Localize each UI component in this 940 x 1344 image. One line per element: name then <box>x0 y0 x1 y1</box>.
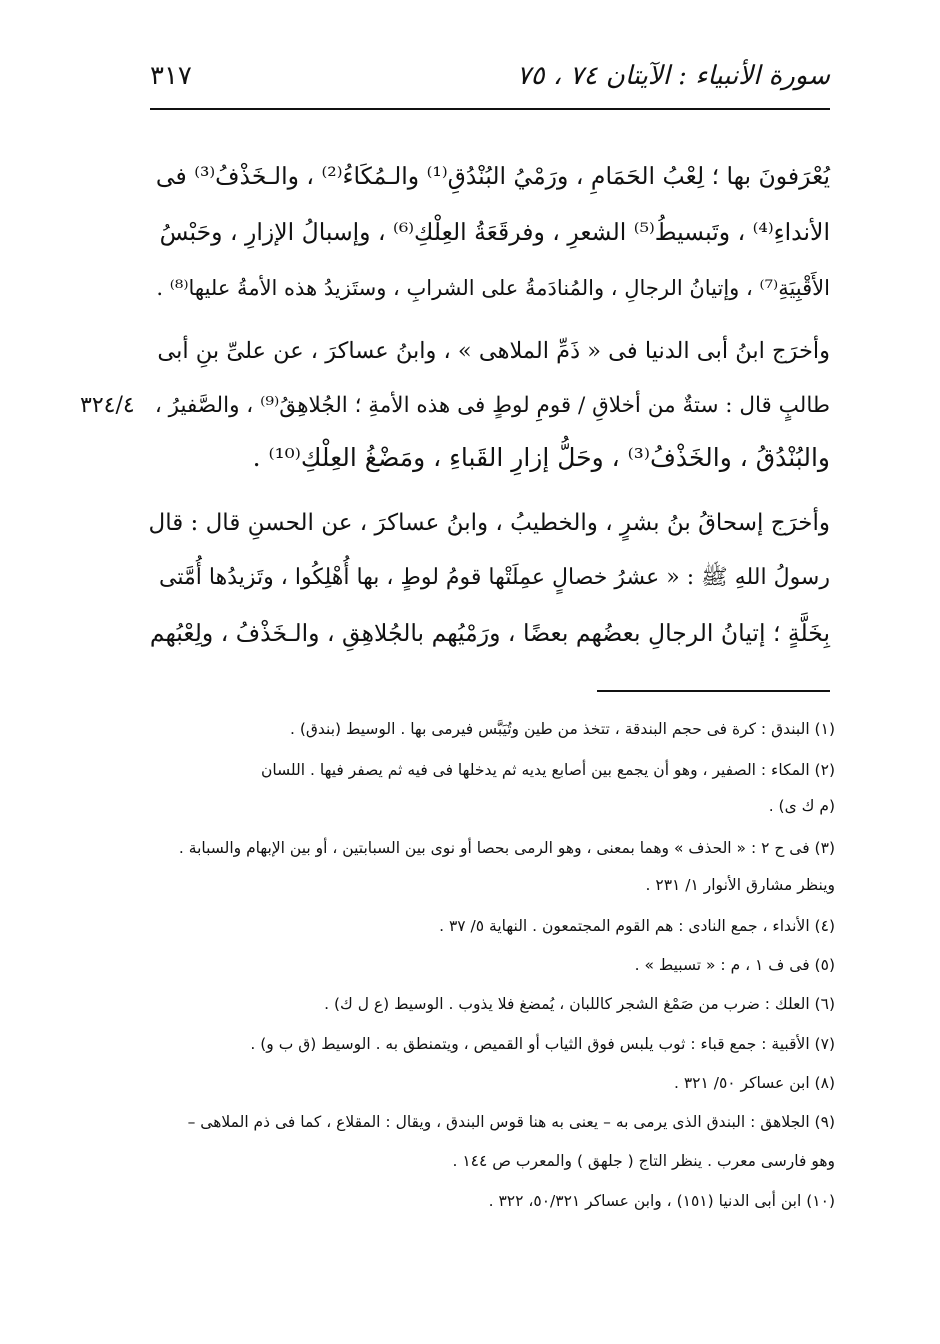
footnote-line-6: (٤) الأنداء ، جمع النادى : هم القوم المجتمعون . النهاية ٥/ ٣٧ . <box>439 917 835 935</box>
body-line-1: يُعْرَفونَ بها ؛ لِعْبُ الحَمَامِ ، ورَمْيُ البُنْدُقِ⁽¹⁾ والـمُكَاءُ⁽²⁾ ، والـخَذْفُ⁽³⁾ فى <box>155 162 830 190</box>
body-line-8: رسولُ اللهِ ﷺ : « عشرُ خصالٍ عمِلَتْها قومُ لوطٍ ، بها أُهْلِكُوا ، وتَزيدُها أُمَّتى <box>159 565 830 590</box>
margin-reference: ٣٢٤/٤ <box>80 393 135 418</box>
body-line-7: وأخرَج إسحاقُ بنُ بشرٍ ، والخطيبُ ، وابنُ عساكرَ ، عن الحسنِ قال : قال <box>148 510 830 536</box>
header-rule <box>150 108 830 110</box>
footnote-line-4: (٣) فى ح ٢ : « الحذف » وهما بمعنى ، وهو الرمى بحصا أو نوى بين السبابتين ، أو بين الإبهام والسبابة . <box>178 839 835 857</box>
running-title: سورة الأنبياء : الآيتان ٧٤ ، ٧٥ <box>516 61 830 91</box>
page-header <box>150 55 830 107</box>
body-line-2: الأنداءِ⁽⁴⁾ ، وتَبسيطُ⁽⁵⁾ الشعرِ ، وفرقَعَةُ العِلْكِ⁽⁶⁾ ، وإسبالُ الإزارِ ، وحَبْسُ <box>159 218 830 246</box>
footnote-line-12: وهو فارسى معرب . ينظر التاج ( جلهق ) والمعرب ص ١٤٤ . <box>452 1152 835 1170</box>
footnote-line-7: (٥) فى ف ١ ، م : « تسبيط » . <box>634 956 835 974</box>
footnote-line-9: (٧) الأقبية : جمع قباء : ثوب يلبس فوق الثياب أو القميص ، ويتمنطق به . الوسيط (ق ب و) . <box>250 1035 835 1053</box>
body-line-5: طالبٍ قال : ستةٌ من أخلاقِ / قومِ لوطٍ فى هذه الأمةِ ؛ الجُلاهِقُ⁽⁹⁾ ، والصَّفيرُ ، <box>154 393 830 418</box>
footnote-line-11: (٩) الجلاهق : البندق الذى يرمى به – يعنى به هنا قوس البندق ، ويقال : المقلاع ، كما فى ذم الملاهى – <box>187 1113 835 1131</box>
footnote-line-10: (٨) ابن عساكر ٥٠/ ٣٢١ . <box>673 1074 835 1092</box>
body-line-4: وأخرَج ابنُ أبى الدنيا فى « ذَمِّ الملاهى » ، وابنُ عساكرَ ، عن علىِّ بنِ أبى <box>157 338 830 364</box>
footnote-line-13: (١٠) ابن أبى الدنيا (١٥١) ، وابن عساكر ٥٠/٣٢١، ٣٢٢ . <box>488 1192 835 1210</box>
footnote-line-3: (م ك ى) . <box>768 797 835 815</box>
body-line-6: والبُنْدُقُ ، والخَذْفُ⁽³⁾ ، وحَلُّ إزارِ القَباءِ ، ومَضْغُ العِلْكِ⁽¹⁰⁾ . <box>252 443 830 472</box>
body-line-9: بِخَلَّةٍ ؛ إتيانُ الرجالِ بعضُهم بعضًا ، ورَمْيُهم بالجُلاهِقِ ، والـخَذْفُ ، ولِعْبُهم <box>149 619 830 647</box>
footnote-line-2: (٢) المكاء : الصفير ، وهو أن يجمع بين أصابع يديه ثم يدخلها فى فيه ثم يصفر فيها . اللسان <box>260 761 835 779</box>
page-number: ٣١٧ <box>150 61 192 91</box>
footnote-line-8: (٦) العلك : ضرب من صَمْغ الشجر كاللبان ، يُمضغ فلا يذوب . الوسيط (ع ل ك) . <box>324 995 835 1013</box>
footnote-line-1: (١) البندق : كرة فى حجم البندقة ، تتخذ من طين وتُيَبَّس فيرمى بها . الوسيط (بندق) . <box>289 720 835 738</box>
footnote-line-5: وينظر مشارق الأنوار ١/ ٢٣١ . <box>645 876 835 894</box>
footnote-rule <box>597 690 830 692</box>
body-line-3: الأَقْبِيَةِ⁽⁷⁾ ، وإتيانُ الرجالِ ، والمُنادَمةُ على الشرابِ ، وستَزيدُ هذه الأمةُ عليها⁽⁸⁾ . <box>156 276 830 300</box>
